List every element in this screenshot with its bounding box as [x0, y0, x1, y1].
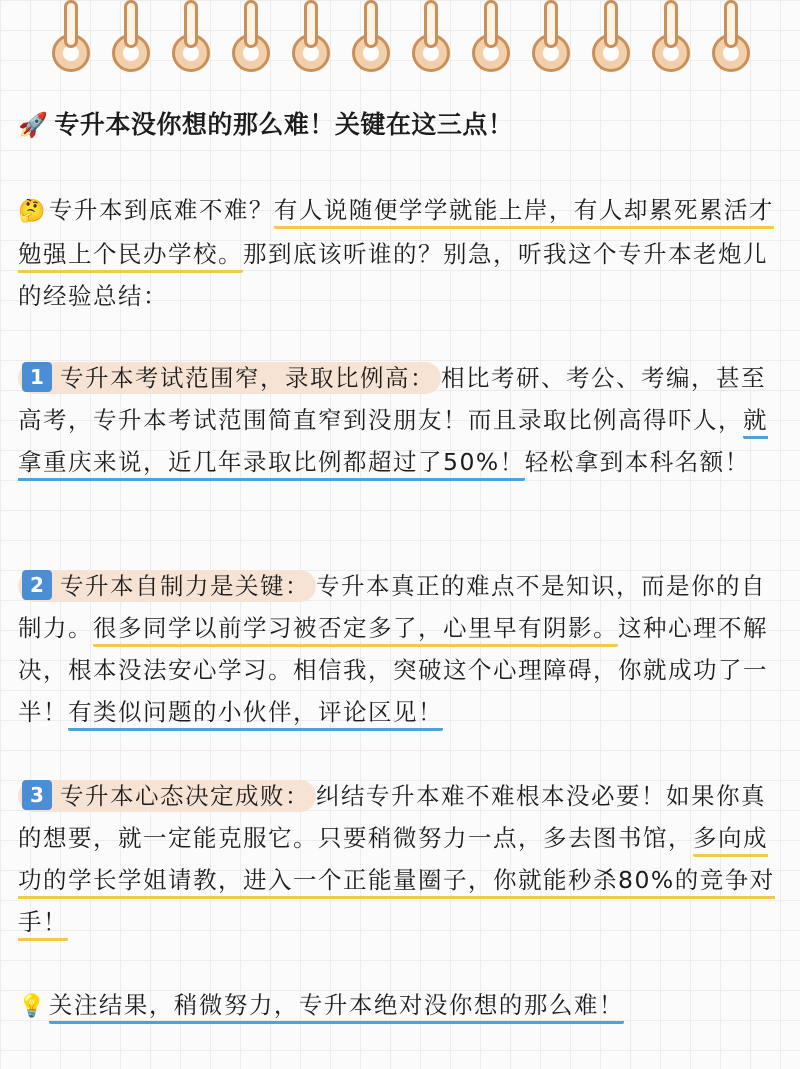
point-3-heading: [18, 780, 316, 812]
lightbulb-icon: 💡: [18, 994, 47, 1019]
number-3-badge: 3: [22, 780, 52, 810]
point-2-underlined-text: 很多同学以前学习被否定多了，心里早有阴影。: [93, 614, 618, 647]
notebook-binding-rings: [0, 0, 800, 80]
binder-ring-icon: [170, 0, 212, 78]
point-2-heading: [18, 570, 316, 602]
point-3-text-1: 纠结专升本难不难根本没必要！如果你真的想要，就一定能克服它。只要稍微努力一点，多去图书馆，: [18, 782, 766, 852]
point-1-heading-text: 专升本考试范围窄，录取比例高：: [60, 364, 435, 392]
intro-text-2: 那到底该听谁的？别急，听我这个专升本老炮儿的经验总结：: [18, 240, 768, 310]
point-2-underlined-text-2: 有类似问题的小伙伴，评论区见！: [68, 698, 443, 731]
thinking-face-icon: 🤔: [18, 199, 47, 224]
binder-ring-icon: [590, 0, 632, 78]
title-text: 专升本没你想的那么难！关键在这三点！: [54, 110, 514, 139]
number-2-badge: 2: [22, 570, 52, 600]
point-3-underlined-text: 多向成功的学长学姐请教，进入一个正能量圈子，你就能秒杀80%的竞争对手！: [18, 824, 775, 941]
binder-ring-icon: [350, 0, 392, 78]
footer-underlined-text: 关注结果，稍微努力，专升本绝对没你想的那么难！: [49, 991, 624, 1024]
number-1-badge: 1: [22, 362, 52, 392]
intro-paragraph: [18, 189, 784, 317]
binder-ring-icon: [110, 0, 152, 78]
point-3-heading-text: 专升本心态决定成败：: [60, 782, 310, 810]
rocket-icon: 🚀: [18, 111, 49, 139]
page-title: [18, 105, 513, 141]
binder-ring-icon: [530, 0, 572, 78]
point-1-text-1: 相比考研、考公、考编，甚至高考，专升本考试范围简直窄到没朋友！而且录取比例高得吓人，: [18, 364, 766, 434]
point-2-text-2: 这种心理不解决，根本没法安心学习。相信我，突破这个心理障碍，你就成功了一半！: [18, 614, 768, 726]
binder-ring-icon: [470, 0, 512, 78]
binder-ring-icon: [290, 0, 332, 78]
binder-ring-icon: [710, 0, 752, 78]
point-1-text-2: 轻松拿到本科名额！: [524, 448, 750, 476]
point-1-heading: [18, 362, 441, 394]
point-3-paragraph: [18, 775, 784, 943]
point-1-underlined-text: 就拿重庆来说，近几年录取比例都超过了50%！: [18, 406, 768, 481]
point-1-paragraph: [18, 357, 784, 483]
point-2-heading-text: 专升本自制力是关键：: [60, 572, 310, 600]
intro-underlined-text: 有人说随便学学就能上岸，有人却累死累活才勉强上个民办学校。: [18, 196, 774, 273]
binder-ring-icon: [410, 0, 452, 78]
intro-text-1: 专升本到底难不难？: [48, 196, 274, 224]
footer-paragraph: [18, 984, 784, 1028]
point-2-text-1: 专升本真正的难点不是知识，而是你的自制力。: [18, 572, 766, 642]
binder-ring-icon: [650, 0, 692, 78]
binder-ring-icon: [50, 0, 92, 78]
binder-ring-icon: [230, 0, 272, 78]
point-2-paragraph: [18, 565, 784, 733]
